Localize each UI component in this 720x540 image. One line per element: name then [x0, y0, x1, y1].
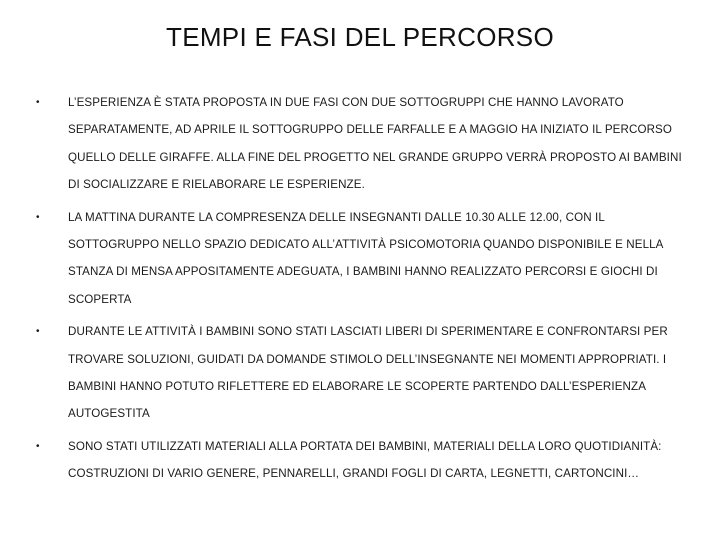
- bullet-item-4: [36, 433, 686, 488]
- bullet-point-icon: •: [36, 441, 40, 453]
- bullet-point-icon: •: [36, 97, 40, 108]
- bullet-item-1: [36, 89, 686, 198]
- bullet-point-icon: •: [36, 326, 40, 338]
- bullet-item-3: [36, 318, 686, 427]
- bullet-point-icon: •: [36, 211, 40, 223]
- bullet-text-1: L’ESPERIENZA È STATA PROPOSTA IN DUE FASI CON DUE SOTTOGRUPPI CHE HANNO LAVORATO SEPARATAMENTE, AD APRILE IL SOTTOGRUPPO DELLE FARFALLE E A MAGGIO HA INIZIATO IL PERCORSO QUELLO DELLE GIRAFFE. ALLA FINE DEL PROGETTO NEL GRANDE GRUPPO VERRÀ PROPOSTO AI BAMBINI DI SOCIALIZZARE E RIELABORARE LE ESPERIENZE.: [68, 96, 682, 191]
- bullet-item-2: [36, 204, 686, 313]
- bullet-text-2: LA MATTINA DURANTE LA COMPRESENZA DELLE INSEGNANTI DALLE 10.30 ALLE 12.00, CON IL SOTTOGRUPPO NELLO SPAZIO DEDICATO ALL’ATTIVITÀ PSICOMOTORIA QUANDO DISPONIBILE E NELLA STANZA DI MENSA APPOSITAMENTE ADEGUATA, I BAMBINI HANNO REALIZZATO PERCORSI E GIOCHI DI SCOPERTA: [68, 210, 663, 306]
- slide-title: TEMPI E FASI DEL PERCORSO: [166, 22, 554, 52]
- bullet-text-4: SONO STATI UTILIZZATI MATERIALI ALLA PORTATA DEI BAMBINI, MATERIALI DELLA LORO QUOTIDIANITÀ: COSTRUZIONI DI VARIO GENERE, PENNARELLI, GRANDI FOGLI DI CARTA, LEGNETTI, CARTONCINI…: [68, 440, 662, 481]
- bullet-list: [36, 89, 686, 493]
- bullet-text-3: DURANTE LE ATTIVITÀ I BAMBINI SONO STATI LASCIATI LIBERI DI SPERIMENTARE E CONFRONTARSI PER TROVARE SOLUZIONI, GUIDATI DA DOMANDE STIMOLO DELL’INSEGNANTE NEI MOMENTI APPROPRIATI. I BAMBINI HANNO POTUTO RIFLETTERE ED ELABORARE LE SCOPERTE PARTENDO DALL’ESPERIENZA AUTOGESTITA: [68, 325, 668, 421]
